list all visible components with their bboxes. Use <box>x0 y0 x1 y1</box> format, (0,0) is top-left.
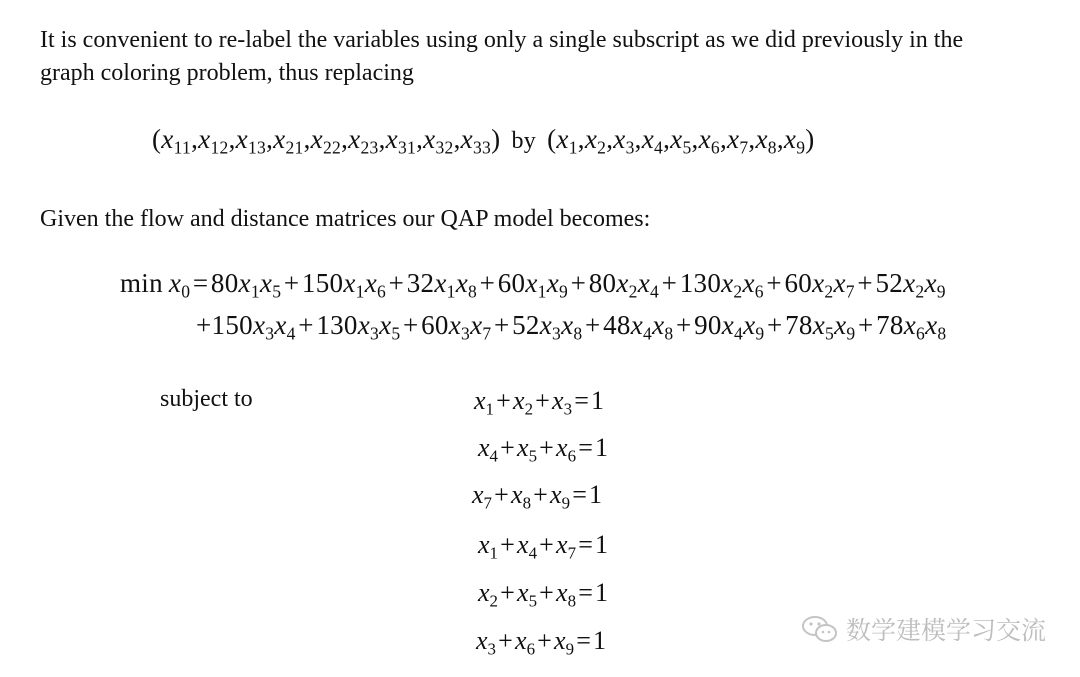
wechat-icon <box>800 614 840 644</box>
constraint-1: $x_1$ + $x_2$ + $x_3$ = 1 <box>474 386 605 419</box>
objective-expression-2: $+150x_3x_4$ + $130x_3x_5$ + $60x_3x_7$ + $52x_3x_8$ + $48x_4x_8$ + $90x_4x_9$ + $78x_5x_9$ + $78x_6x_8$ <box>196 310 947 344</box>
constraint-6: $x_3$ + $x_6$ + $x_9$ = 1 <box>476 626 607 659</box>
objective-expression-1: $x_0$ = $80x_1x_5$ + $150x_1x_6$ + $32x_1x_8$ + $60x_1x_9$ + $80x_2x_4$ + $130x_2x_6$ + $60x_2x_7$ + $52x_2x_9$ <box>168 268 946 302</box>
constraint-2: $x_4$ + $x_5$ + $x_6$ = 1 <box>478 433 609 466</box>
relabel-left: $(x_{11},x_{12},x_{13},x_{21},x_{22},x_{23},x_{31},x_{32},x_{33})$ <box>152 124 501 158</box>
objective-line-2 <box>196 310 947 344</box>
constraint-4: $x_1$ + $x_4$ + $x_7$ = 1 <box>478 530 609 563</box>
relabel-connector: by <box>511 128 537 154</box>
constraint-5: $x_2$ + $x_5$ + $x_8$ = 1 <box>478 578 609 611</box>
subject-to-label: subject to <box>160 386 253 412</box>
paragraph-line-1: It is convenient to re-label the variables using only a single subscript as we did previously in the <box>40 27 964 53</box>
watermark <box>800 611 1046 647</box>
constraint-3: $x_7$ + $x_8$ + $x_9$ = 1 <box>472 480 603 513</box>
watermark-text: 数学建模学习交流 <box>845 616 1046 645</box>
relabel-right: $(x_1,x_2,x_3,x_4,x_5,x_6,x_7,x_8,x_9)$ <box>547 124 815 158</box>
objective-line-1 <box>120 268 946 302</box>
objective-min-label: min <box>120 268 163 298</box>
relabel-equation <box>152 124 815 158</box>
paragraph-line-2: graph coloring problem, thus replacing <box>40 60 414 86</box>
model-intro: Given the flow and distance matrices our QAP model becomes: <box>40 206 651 232</box>
